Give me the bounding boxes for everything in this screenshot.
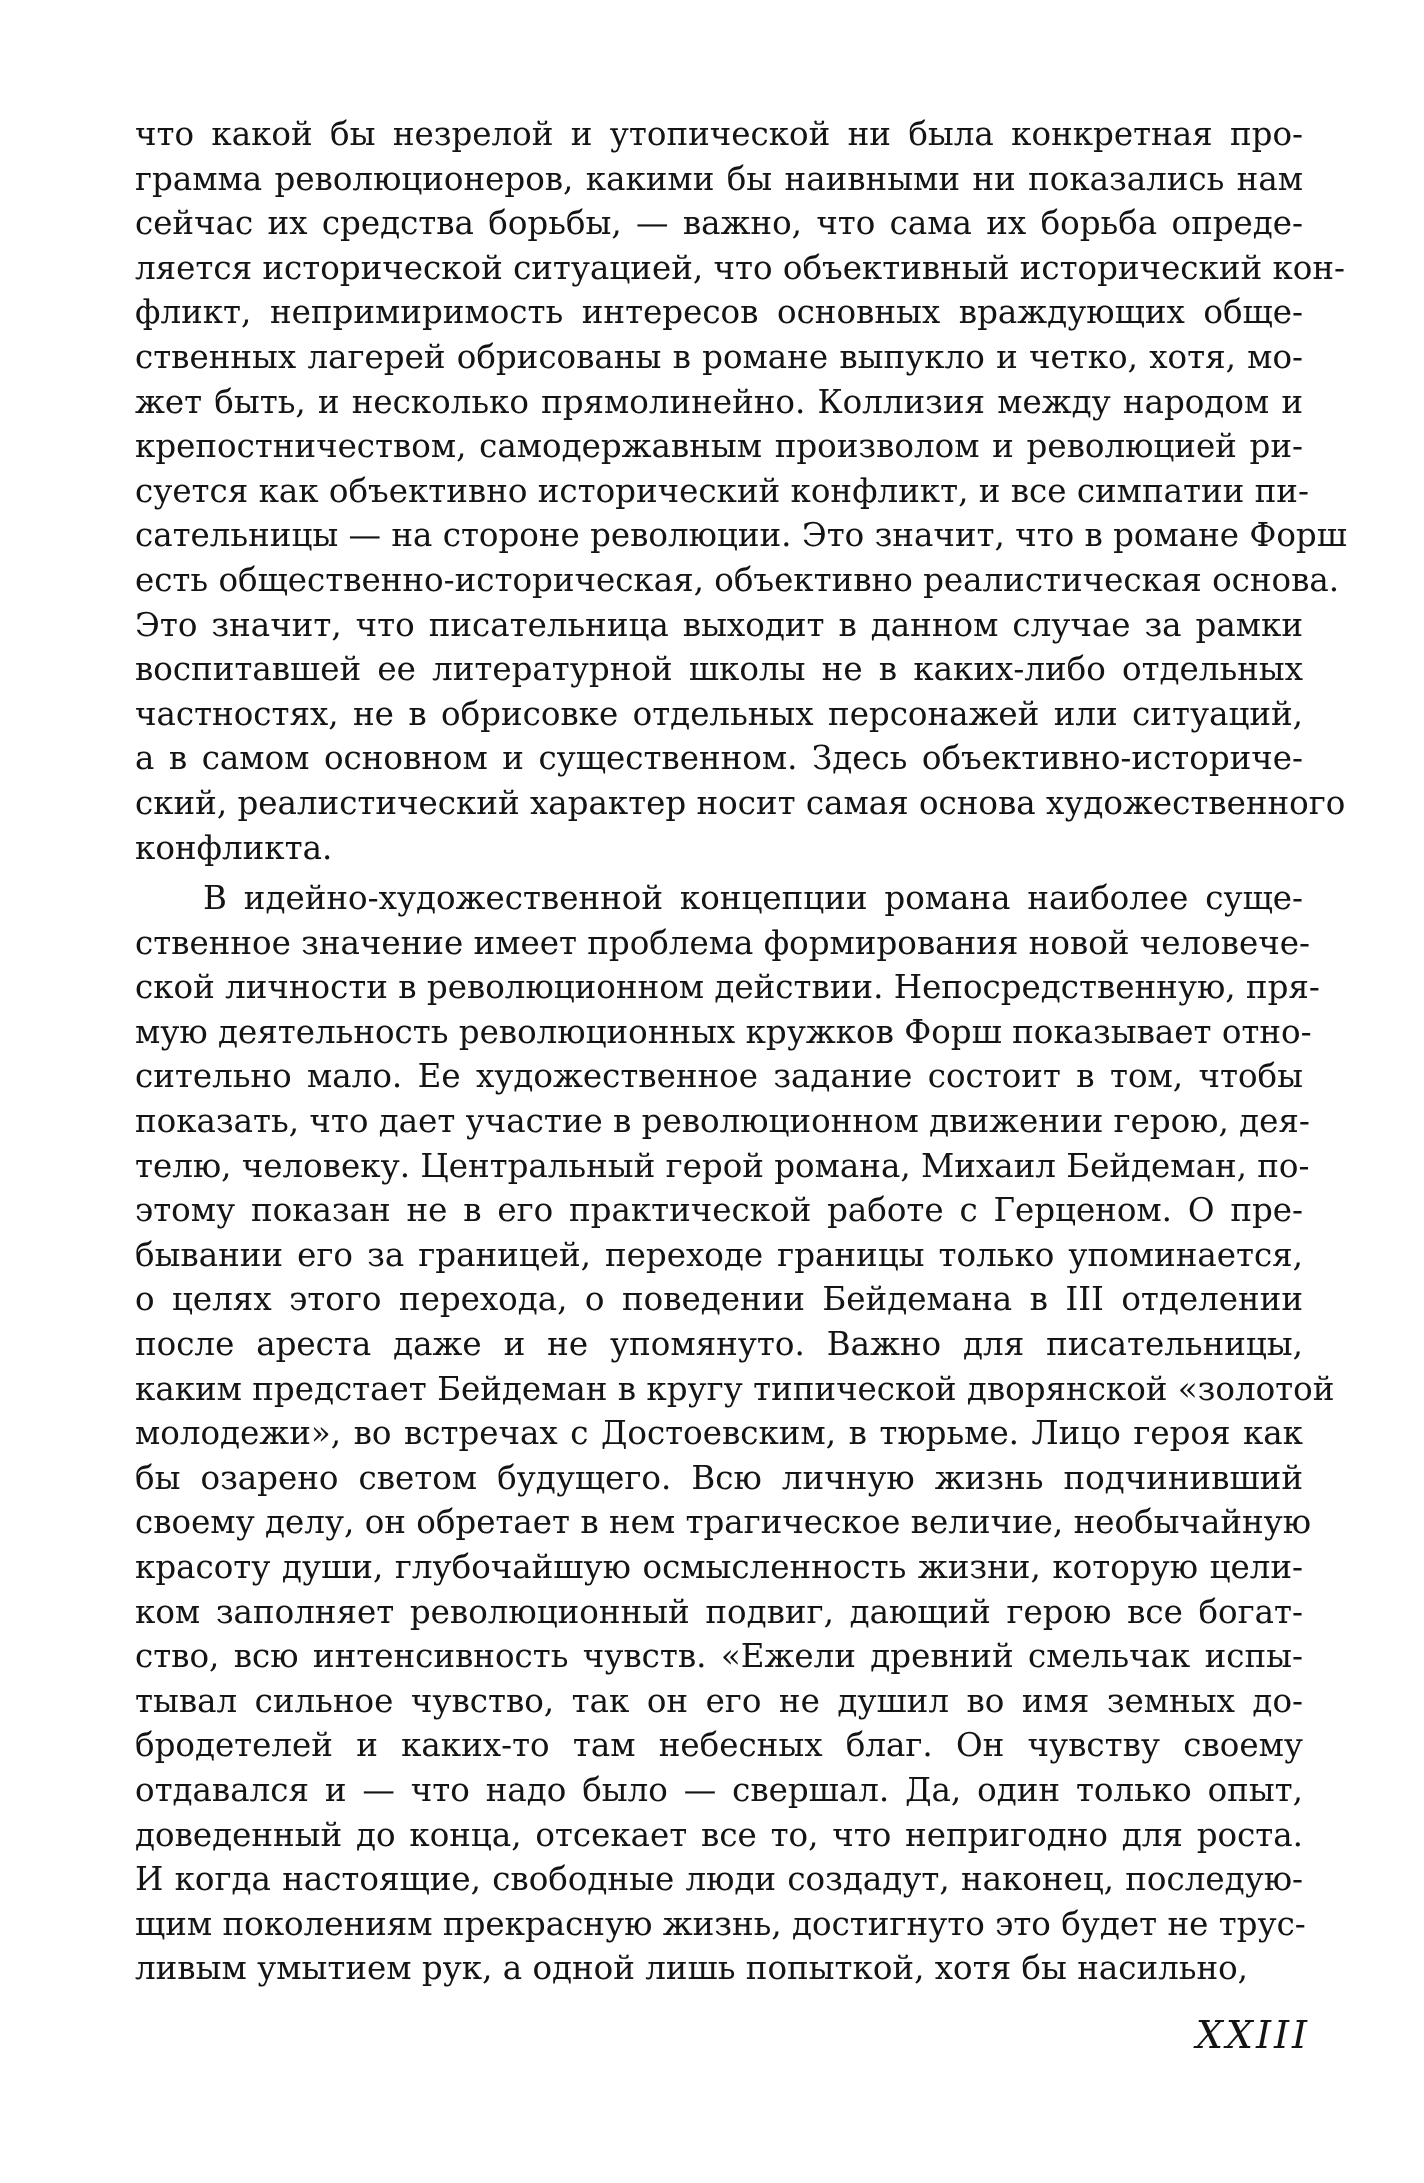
text-line: что какой бы незрелой и утопической ни была конкретная про- [135, 115, 1303, 153]
text-line: конфликта. [135, 828, 333, 867]
text-line: каким предстает Бейдеман в кругу типической дворянской «золотой [135, 1369, 1335, 1408]
text-line: о целях этого перехода, о поведении Бейдемана в III отделении [135, 1280, 1303, 1319]
text-line: телю, человеку. Центральный герой романа, Михаил Бейдеман, по- [135, 1146, 1310, 1185]
page-number: XXIII [1195, 2013, 1310, 2057]
text-line: показать, что дает участие в революционном движении герою, дея- [135, 1102, 1310, 1141]
text-line: Это значит, что писательница выходит в данном случае за рамки [135, 605, 1303, 644]
text-line: молодежи», во встречах с Достоевским, в тюрьме. Лицо героя как [135, 1414, 1303, 1453]
text-line: бывании его за границей, переходе границы только упоминается, [135, 1235, 1303, 1274]
text-line: после ареста даже и не упомянуто. Важно для писательницы, [135, 1325, 1303, 1364]
text-line: ство, всю интенсивность чувств. «Ежели древний смельчак испы- [135, 1637, 1303, 1676]
text-line: своему делу, он обретает в нем трагическое величие, необычайную [135, 1503, 1312, 1542]
text-line: сительно мало. Ее художественное задание состоит в том, чтобы [135, 1057, 1303, 1096]
text-line: частностях, не в обрисовке отдельных персонажей или ситуаций, [135, 694, 1303, 733]
text-line: есть общественно-историческая, объективно реалистическая основа. [135, 560, 1340, 599]
paragraph [135, 876, 1335, 1991]
text-line: доведенный до конца, отсекает все то, что непригодно для роста. [135, 1815, 1303, 1854]
text-line: грамма революционеров, какими бы наивными ни показались нам [135, 159, 1303, 198]
text-line: И когда настоящие, свободные люди создадут, наконец, последую- [135, 1860, 1303, 1899]
text-line: ственных лагерей обрисованы в романе выпукло и четко, хотя, мо- [135, 337, 1303, 376]
text-line: щим поколениям прекрасную жизнь, достигнуто это будет не трус- [135, 1904, 1306, 1943]
text-line: жет быть, и несколько прямолинейно. Коллизия между народом и [135, 382, 1303, 421]
text-line: фликт, непримиримость интересов основных враждующих обще- [135, 293, 1303, 332]
text-line: крепостничеством, самодержавным произволом и революцией ри- [135, 427, 1303, 466]
text-line: этому показан не в его практической работе с Герценом. О пре- [135, 1191, 1303, 1230]
text-line: суется как объективно исторический конфликт, и все симпатии пи- [135, 471, 1309, 510]
text-line: воспитавшей ее литературной школы не в каких-либо отдельных [135, 650, 1303, 689]
text-line: ственное значение имеет проблема формирования новой человече- [135, 923, 1310, 962]
body-text [135, 112, 1347, 1991]
text-line: отдавался и — что надо было — свершал. Да, один только опыт, [135, 1770, 1303, 1809]
text-line: ский, реалистический характер носит самая основа художественного [135, 783, 1346, 822]
text-line: сательницы — на стороне революции. Это значит, что в романе Форш [135, 516, 1347, 555]
text-line: мую деятельность революционных кружков Форш показывает отно- [135, 1012, 1312, 1051]
text-line: ской личности в революционном действии. Непосредственную, пря- [135, 968, 1320, 1007]
text-line: бродетелей и каких-то там небесных благ. Он чувству своему [135, 1726, 1303, 1765]
text-line: сейчас их средства борьбы, — важно, что сама их борьба опреде- [135, 204, 1303, 243]
text-line: ливым умытием рук, а одной лишь попыткой, хотя бы насильно, [135, 1949, 1248, 1988]
paragraph [135, 112, 1347, 870]
text-line: ляется исторической ситуацией, что объективный исторический кон- [135, 248, 1345, 287]
text-line: тывал сильное чувство, так он его не душил во имя земных до- [135, 1681, 1303, 1720]
text-line: В идейно-художественной концепции романа наиболее суще- [203, 879, 1303, 918]
text-line: бы озарено светом будущего. Всю личную жизнь подчинивший [135, 1458, 1303, 1497]
text-line: а в самом основном и существенном. Здесь объективно-историче- [135, 739, 1303, 778]
text-line: красоту души, глубочайшую осмысленность жизни, которую цели- [135, 1548, 1303, 1586]
text-line: ком заполняет революционный подвиг, дающий герою все богат- [135, 1592, 1303, 1631]
